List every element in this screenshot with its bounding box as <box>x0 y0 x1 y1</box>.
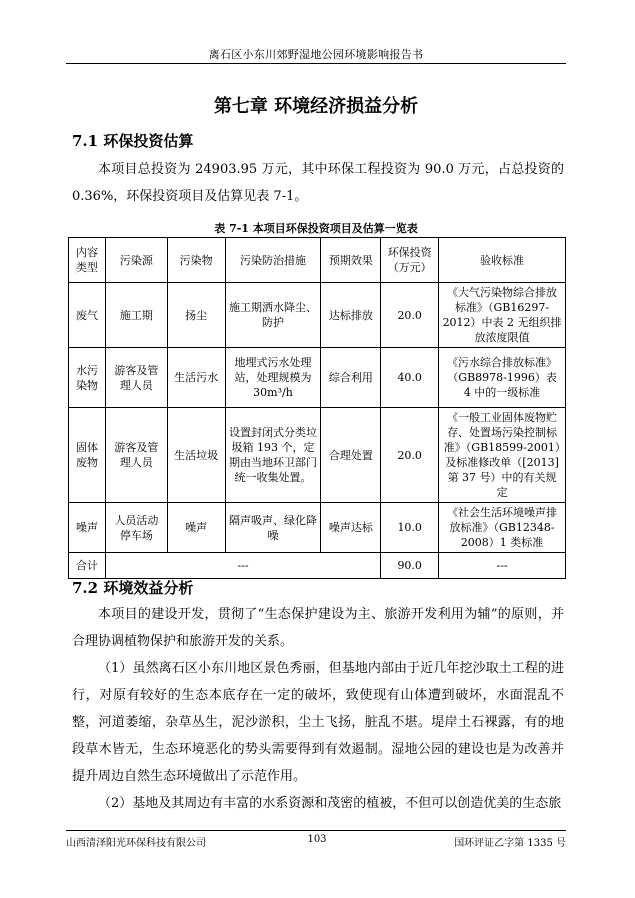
header-cell: 污染防治措施 <box>225 238 321 283</box>
table-row <box>69 408 566 503</box>
table-cell: 生活垃圾 <box>167 408 225 503</box>
table-cell: 《社会生活环境噪声排放标准》（GB12348-2008）1 类标准 <box>439 503 566 553</box>
footer-certificate: 国环评证乙字第 1335 号 <box>454 838 566 849</box>
table-cell: 地埋式污水处理站，处理规模为 30m³/h <box>225 348 321 408</box>
header-cell: 预期效果 <box>321 238 381 283</box>
footer-company: 山西清泽阳光环保科技有限公司 <box>66 838 206 849</box>
total-dash: --- <box>105 553 380 579</box>
table-cell: 10.0 <box>381 503 439 553</box>
table-row <box>69 348 566 408</box>
table-cell: 固体废物 <box>69 408 106 503</box>
table-cell: 施工期 <box>105 283 167 348</box>
table-cell: 废气 <box>69 283 106 348</box>
running-header: 离石区小东川郊野湿地公园环境影响报告书 <box>208 48 424 61</box>
table-total-row <box>69 553 566 579</box>
paragraph-item-2: （2）基地及其周边有丰富的水系资源和茂密的植被，不但可以创造优美的生态旅 <box>98 796 562 811</box>
table-cell: 扬尘 <box>167 283 225 348</box>
page-number: 103 <box>307 834 327 845</box>
table-cell: 《大气污染物综合排放标准》（GB16297-2012）中表 2 无组织排放浓度限值 <box>439 283 566 348</box>
section-heading-7-1: 7.1 环保投资估算 <box>72 132 194 150</box>
paragraph-item-1: （1）虽然离石区小东川地区景色秀丽，但基地内部由于近几年挖沙取土工程的进行，对原有较好的生态本底存在一定的破坏，致使现有山体遭到破坏，水面混乱不整，河道萎缩，杂草丛生，泥沙淤积，尘土飞扬，脏乱不堪。堤岸土石裸露，有的地段草木皆无，生态环境恶化的势头需要得到有效遏制。湿地公园的建设也是为改善并提升周边自然生态环境做出了示范作用。 <box>72 661 564 784</box>
header-cell: 环保投资（万元） <box>381 238 439 283</box>
table-cell: 综合利用 <box>321 348 381 408</box>
table-cell: 《一般工业固体废物贮存、处置场污染控制标准》（GB18599-2001）及标准修改单（[2013]第 37 号）中的有关规定 <box>439 408 566 503</box>
table-cell: 人员活动停车场 <box>105 503 167 553</box>
total-dash: --- <box>439 553 566 579</box>
table-cell: 隔声吸声、绿化降噪 <box>225 503 321 553</box>
header-cell: 验收标准 <box>439 238 566 283</box>
chapter-title: 第七章 环境经济损益分析 <box>213 96 419 117</box>
table-row <box>69 503 566 553</box>
table-cell: 生活污水 <box>167 348 225 408</box>
header-cell: 内容类型 <box>69 238 106 283</box>
header-cell: 污染物 <box>167 238 225 283</box>
table-cell: 游客及管理人员 <box>105 408 167 503</box>
investment-table <box>68 237 566 579</box>
table-header-row <box>69 238 566 283</box>
table-cell: 水污染物 <box>69 348 106 408</box>
table-cell: 噪声 <box>69 503 106 553</box>
table-cell: 噪声 <box>167 503 225 553</box>
table-cell: 游客及管理人员 <box>105 348 167 408</box>
section-heading-7-2: 7.2 环境效益分析 <box>72 579 194 597</box>
table-cell: 施工期洒水降尘、防护 <box>225 283 321 348</box>
table-cell: 20.0 <box>381 408 439 503</box>
total-value: 90.0 <box>381 553 439 579</box>
paragraph-investment: 本项目总投资为 24903.95 万元，其中环保工程投资为 90.0 万元，占总投资的 0.36%，环保投资项目及估算见表 7-1。 <box>72 162 564 204</box>
table-cell: 《污水综合排放标准》（GB8978-1996）表 4 中的一级标准 <box>439 348 566 408</box>
header-cell: 污染源 <box>105 238 167 283</box>
paragraph-principle: 本项目的建设开发，贯彻了“生态保护建设为主、旅游开发利用为辅”的原则，并合理协调植物保护和旅游开发的关系。 <box>72 607 564 649</box>
table-cell: 20.0 <box>381 283 439 348</box>
table-cell: 设置封闭式分类垃圾箱 193 个，定期由当地环卫部门统一收集处置。 <box>225 408 321 503</box>
header-divider <box>66 63 566 64</box>
table-cell: 达标排放 <box>321 283 381 348</box>
footer-divider <box>66 830 566 831</box>
table-cell: 噪声达标 <box>321 503 381 553</box>
table-cell: 合理处置 <box>321 408 381 503</box>
table-row <box>69 283 566 348</box>
table-caption: 表 7-1 本项目环保投资项目及估算一览表 <box>214 222 418 235</box>
table-cell: 40.0 <box>381 348 439 408</box>
total-label: 合计 <box>69 553 106 579</box>
